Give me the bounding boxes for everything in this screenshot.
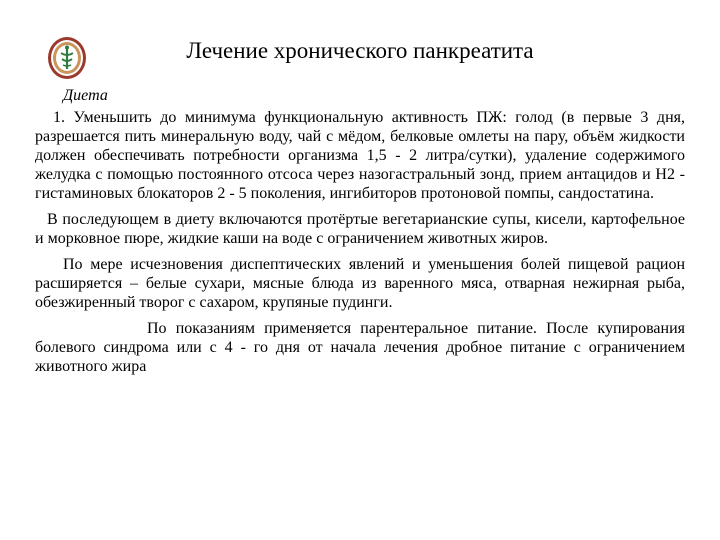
section-subtitle: Диета (63, 87, 108, 104)
university-emblem-icon (47, 36, 87, 80)
slide-title: Лечение хронического панкреатита (186, 38, 534, 63)
paragraph-4: По показаниям применяется парентеральное питание. После купирования болевого синдрома или с 4 - го дня от начала лечения дробное питание с ограничением животного жира (35, 320, 685, 375)
paragraph-3: По мере исчезновения диспептических явлений и уменьшения болей пищевой рацион расширяется – белые сухари, мясные блюда из варенного мяса, отварная нежирная рыба, обезжиренный творог с сахаром, крупяные пудинги. (35, 256, 685, 311)
slide-body (35, 108, 685, 376)
paragraph-1: 1. Уменьшить до минимума функциональную активность ПЖ: голод (в первые 3 дня, разрешается пить минеральную воду, чай с мёдом, белковые омлеты на пару, объём жидкости должен обеспечивать потребности организма 1,5 - 2 литра/сутки), удаление содержимого желудка с помощью постоянного отсоса через назогастральный зонд, прием антацидов и Н2 - гистаминовых блокаторов 2 - 5 поколения, ингибиторов протоновой помпы, сандостатина. (35, 109, 685, 202)
paragraph-2: В последующем в диету включаются протёртые вегетарианские супы, кисели, картофельное и морковное пюре, жидкие каши на воде с ограничением животных жиров. (35, 211, 685, 247)
